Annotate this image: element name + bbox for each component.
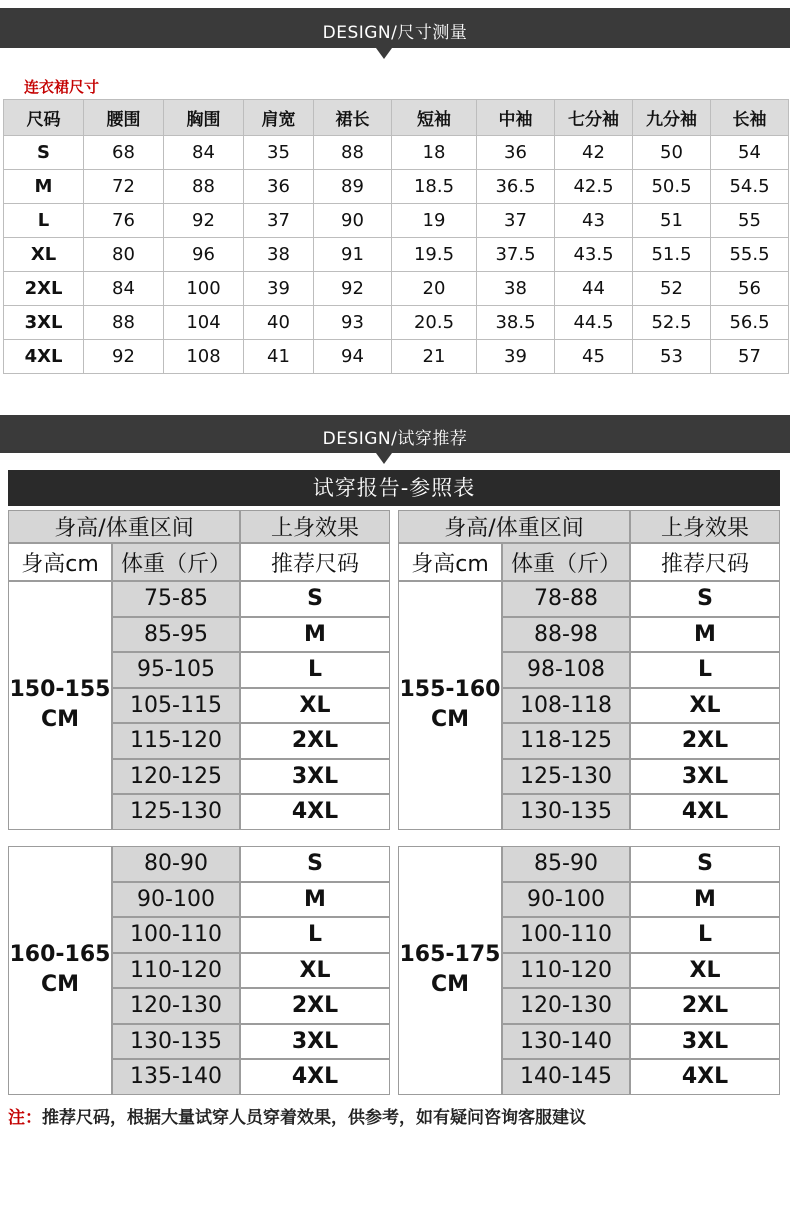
table-row (4, 136, 789, 170)
measurement-cell: 35 (244, 136, 314, 170)
weight-range-cell: 80-90 (112, 846, 240, 882)
measurement-cell: 72 (84, 170, 164, 204)
range-header: 身高/体重区间 (398, 510, 630, 543)
measurement-cell: 80 (84, 238, 164, 272)
size-table (3, 99, 789, 374)
weight-range-cell: 78-88 (502, 581, 630, 617)
measurement-cell: 50 (633, 136, 711, 170)
recommended-size-cell: 4XL (630, 794, 780, 830)
column-header: 腰围 (84, 100, 164, 136)
weight-range-cell: 108-118 (502, 688, 630, 724)
measurement-cell: 19 (392, 204, 477, 238)
measurement-cell: 42.5 (555, 170, 633, 204)
weight-range-cell: 140-145 (502, 1059, 630, 1095)
dress-size-subtitle: 连衣裙尺寸 (24, 78, 100, 96)
recommended-size-cell: M (240, 882, 390, 918)
measurement-cell: 91 (314, 238, 392, 272)
measurement-cell: 38.5 (477, 306, 555, 340)
footnote (8, 1103, 586, 1128)
measurement-cell: 92 (164, 204, 244, 238)
column-header: 长袖 (711, 100, 789, 136)
measurement-cell: 42 (555, 136, 633, 170)
column-header: 中袖 (477, 100, 555, 136)
fitting-report-chart (8, 470, 780, 1100)
measurement-cell: 37 (477, 204, 555, 238)
banner-arrow-icon (376, 48, 392, 59)
effect-header: 上身效果 (630, 510, 780, 543)
height-col-header: 身高cm (8, 543, 112, 581)
size-measure-banner (0, 8, 790, 48)
measurement-cell: 39 (477, 340, 555, 374)
height-range-value: 165-175 (399, 942, 501, 968)
recommended-size-cell: S (240, 846, 390, 882)
measurement-cell: 21 (392, 340, 477, 374)
recommended-size-cell: L (240, 652, 390, 688)
measurement-cell: 88 (164, 170, 244, 204)
weight-col-header: 体重（斤） (112, 543, 240, 581)
size-table-header-row (4, 100, 789, 136)
recommended-size-cell: 3XL (240, 1024, 390, 1060)
weight-range-cell: 98-108 (502, 652, 630, 688)
measurement-cell: 90 (314, 204, 392, 238)
size-col-header: 推荐尺码 (630, 543, 780, 581)
measurement-cell: 94 (314, 340, 392, 374)
table-row (4, 272, 789, 306)
measurement-cell: 68 (84, 136, 164, 170)
recommended-size-cell: XL (630, 953, 780, 989)
weight-range-cell: 85-95 (112, 617, 240, 653)
measurement-cell: 52.5 (633, 306, 711, 340)
height-range-value: 155-160 (399, 677, 501, 703)
effect-header: 上身效果 (240, 510, 390, 543)
measurement-cell: 92 (84, 340, 164, 374)
weight-range-cell: 110-120 (502, 953, 630, 989)
measurement-cell: 88 (314, 136, 392, 170)
column-header: 胸围 (164, 100, 244, 136)
fitting-recommend-banner-label: DESIGN/试穿推荐 (322, 429, 468, 449)
measurement-cell: 19.5 (392, 238, 477, 272)
measurement-cell: 56 (711, 272, 789, 306)
recommended-size-cell: 2XL (240, 723, 390, 759)
measurement-cell: 37.5 (477, 238, 555, 272)
fitting-report-title: 试穿报告-参照表 (8, 470, 780, 506)
measurement-cell: 40 (244, 306, 314, 340)
measurement-cell: 39 (244, 272, 314, 306)
measurement-cell: 20.5 (392, 306, 477, 340)
recommended-size-cell: 4XL (240, 794, 390, 830)
recommended-size-cell: XL (240, 953, 390, 989)
measurement-cell: 89 (314, 170, 392, 204)
table-row (4, 306, 789, 340)
height-range-cell (398, 581, 502, 830)
recommended-size-cell: M (630, 882, 780, 918)
recommended-size-cell: S (630, 846, 780, 882)
measurement-cell: 38 (244, 238, 314, 272)
measurement-cell: 76 (84, 204, 164, 238)
weight-range-cell: 125-130 (112, 794, 240, 830)
recommended-size-cell: L (240, 917, 390, 953)
height-unit: CM (430, 972, 470, 998)
measurement-cell: 43 (555, 204, 633, 238)
column-header: 九分袖 (633, 100, 711, 136)
measurement-cell: 88 (84, 306, 164, 340)
weight-range-cell: 130-135 (502, 794, 630, 830)
range-header: 身高/体重区间 (8, 510, 240, 543)
weight-range-cell: 115-120 (112, 723, 240, 759)
measurement-cell: 96 (164, 238, 244, 272)
measurement-cell: 51.5 (633, 238, 711, 272)
weight-range-cell: 110-120 (112, 953, 240, 989)
recommended-size-cell: 3XL (630, 1024, 780, 1060)
weight-range-cell: 120-130 (502, 988, 630, 1024)
recommended-size-cell: 2XL (630, 988, 780, 1024)
banner-arrow-icon (376, 453, 392, 464)
measurement-cell: 44.5 (555, 306, 633, 340)
height-unit: CM (40, 972, 80, 998)
measurement-cell: 104 (164, 306, 244, 340)
weight-col-header: 体重（斤） (502, 543, 630, 581)
size-label-cell: XL (4, 238, 84, 272)
measurement-cell: 100 (164, 272, 244, 306)
measurement-cell: 18 (392, 136, 477, 170)
measurement-cell: 45 (555, 340, 633, 374)
measurement-cell: 54 (711, 136, 789, 170)
recommended-size-cell: 2XL (240, 988, 390, 1024)
weight-range-cell: 75-85 (112, 581, 240, 617)
recommended-size-cell: 3XL (240, 759, 390, 795)
weight-range-cell: 120-125 (112, 759, 240, 795)
measurement-cell: 84 (164, 136, 244, 170)
measurement-cell: 92 (314, 272, 392, 306)
weight-range-cell: 135-140 (112, 1059, 240, 1095)
column-header: 短袖 (392, 100, 477, 136)
weight-range-cell: 100-110 (112, 917, 240, 953)
fitting-recommend-banner (0, 415, 790, 453)
measurement-cell: 108 (164, 340, 244, 374)
weight-range-cell: 100-110 (502, 917, 630, 953)
recommended-size-cell: 4XL (630, 1059, 780, 1095)
recommended-size-cell: S (240, 581, 390, 617)
column-header: 裙长 (314, 100, 392, 136)
recommended-size-cell: L (630, 652, 780, 688)
measurement-cell: 54.5 (711, 170, 789, 204)
height-unit: CM (40, 707, 80, 733)
measurement-cell: 36 (244, 170, 314, 204)
measurement-cell: 43.5 (555, 238, 633, 272)
weight-range-cell: 85-90 (502, 846, 630, 882)
measurement-cell: 53 (633, 340, 711, 374)
measurement-cell: 36 (477, 136, 555, 170)
height-unit: CM (430, 707, 470, 733)
height-range-cell (8, 846, 112, 1095)
column-header: 尺码 (4, 100, 84, 136)
measurement-cell: 93 (314, 306, 392, 340)
size-label-cell: L (4, 204, 84, 238)
measurement-cell: 18.5 (392, 170, 477, 204)
recommended-size-cell: L (630, 917, 780, 953)
table-row (4, 340, 789, 374)
measurement-cell: 36.5 (477, 170, 555, 204)
column-header: 肩宽 (244, 100, 314, 136)
footnote-text: 推荐尺码，根据大量试穿人员穿着效果，供参考，如有疑问咨询客服建议 (42, 1108, 586, 1128)
measurement-cell: 57 (711, 340, 789, 374)
weight-range-cell: 130-140 (502, 1024, 630, 1060)
recommended-size-cell: 4XL (240, 1059, 390, 1095)
weight-range-cell: 88-98 (502, 617, 630, 653)
size-label-cell: 3XL (4, 306, 84, 340)
measurement-cell: 84 (84, 272, 164, 306)
table-row (4, 204, 789, 238)
weight-range-cell: 90-100 (502, 882, 630, 918)
measurement-cell: 55 (711, 204, 789, 238)
height-range-cell (8, 581, 112, 830)
size-label-cell: M (4, 170, 84, 204)
footnote-prefix: 注： (8, 1108, 42, 1128)
measurement-cell: 38 (477, 272, 555, 306)
weight-range-cell: 95-105 (112, 652, 240, 688)
recommended-size-cell: S (630, 581, 780, 617)
weight-range-cell: 105-115 (112, 688, 240, 724)
size-label-cell: 2XL (4, 272, 84, 306)
recommended-size-cell: M (630, 617, 780, 653)
recommended-size-cell: 2XL (630, 723, 780, 759)
weight-range-cell: 118-125 (502, 723, 630, 759)
recommended-size-cell: XL (240, 688, 390, 724)
height-col-header: 身高cm (398, 543, 502, 581)
weight-range-cell: 125-130 (502, 759, 630, 795)
size-label-cell: S (4, 136, 84, 170)
recommended-size-cell: M (240, 617, 390, 653)
weight-range-cell: 130-135 (112, 1024, 240, 1060)
table-row (4, 170, 789, 204)
size-col-header: 推荐尺码 (240, 543, 390, 581)
recommended-size-cell: XL (630, 688, 780, 724)
measurement-cell: 55.5 (711, 238, 789, 272)
measurement-cell: 20 (392, 272, 477, 306)
height-range-value: 160-165 (9, 942, 111, 968)
measurement-cell: 41 (244, 340, 314, 374)
measurement-cell: 37 (244, 204, 314, 238)
column-header: 七分袖 (555, 100, 633, 136)
measurement-cell: 52 (633, 272, 711, 306)
height-range-value: 150-155 (9, 677, 111, 703)
table-row (4, 238, 789, 272)
weight-range-cell: 120-130 (112, 988, 240, 1024)
measurement-cell: 44 (555, 272, 633, 306)
measurement-cell: 51 (633, 204, 711, 238)
recommended-size-cell: 3XL (630, 759, 780, 795)
measurement-cell: 56.5 (711, 306, 789, 340)
size-measure-banner-label: DESIGN/尺寸测量 (322, 23, 468, 43)
measurement-cell: 50.5 (633, 170, 711, 204)
size-label-cell: 4XL (4, 340, 84, 374)
weight-range-cell: 90-100 (112, 882, 240, 918)
height-range-cell (398, 846, 502, 1095)
